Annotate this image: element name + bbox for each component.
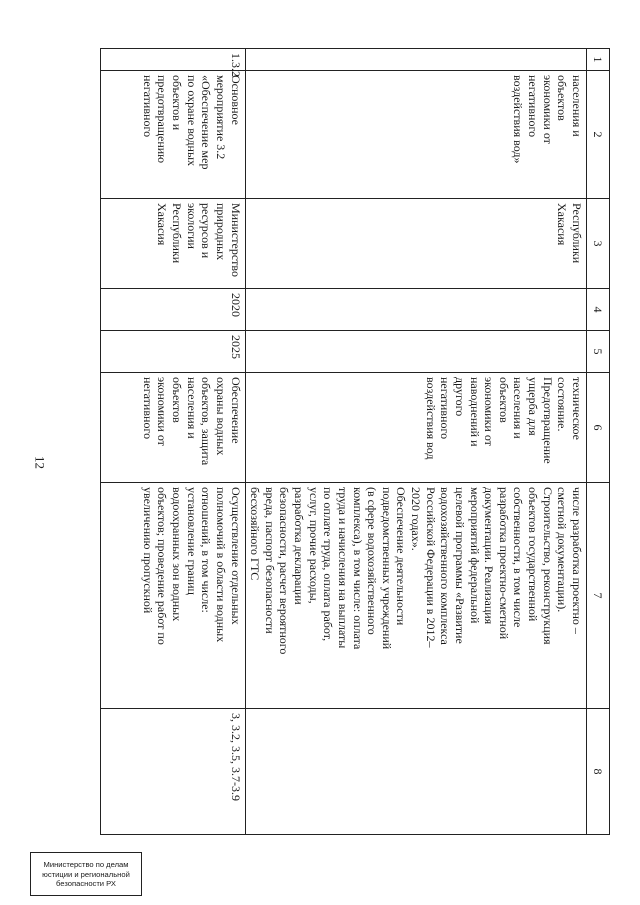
cell-line: состояние. <box>555 377 570 432</box>
cell-line: разработка декларации <box>292 487 307 605</box>
cell-line: водоохранных зон водных <box>170 487 185 622</box>
cell-line: экономики от <box>540 75 555 144</box>
cell-line: объектов <box>555 75 570 121</box>
table-cell-col8: 3, 3.2, 3.5, 3.7-3.9 <box>101 709 246 835</box>
cell-line: экономики от <box>482 377 497 446</box>
cell-line: по охране водных <box>184 75 199 167</box>
column-header: 7 <box>587 483 610 709</box>
cell-line: экономики от <box>155 377 170 446</box>
cell-line: труда и начисления на выплаты <box>336 487 350 649</box>
cell-line: экологии <box>184 203 199 249</box>
cell-line: по оплате труда, оплата работ, <box>321 487 336 642</box>
cell-line: природных <box>214 203 228 261</box>
column-header: 3 <box>587 199 610 289</box>
cell-line: охраны водных <box>214 377 228 456</box>
table-container <box>100 48 610 834</box>
cell-line: полномочий в области водных <box>214 487 228 643</box>
table-cell-col1 <box>245 49 586 71</box>
cell-line: бесхозяйного ГТС <box>248 487 263 581</box>
registration-stamp <box>30 852 142 896</box>
cell-line: увеличению пропускной <box>140 487 155 614</box>
cell-line: установление границ <box>184 487 199 595</box>
table-cell-col3 <box>245 199 586 289</box>
cell-line: населения и <box>184 377 199 439</box>
cell-line: услуг, прочие расходы, <box>306 487 321 604</box>
cell-line: Республики <box>170 203 185 264</box>
cell-line: водохозяйственного комплекса <box>438 487 453 645</box>
cell-line: негативного <box>140 75 155 138</box>
cell-line: Обеспечение деятельности <box>394 487 409 626</box>
cell-line: 2020 годах». <box>409 487 424 551</box>
cell-line: Строительство, реконструкция <box>540 487 555 645</box>
cell-line: Осуществление отдельных <box>228 487 243 625</box>
cell-line: (в сфере водохозяйственного <box>365 487 380 635</box>
cell-line: Хакасия <box>555 203 570 246</box>
cell-line: населения и <box>570 75 584 137</box>
header-row <box>587 49 610 835</box>
cell-line: воздействия вод» <box>511 75 526 164</box>
cell-line: Республики <box>570 203 584 264</box>
cell-line: Обеспечение <box>228 377 243 444</box>
cell-line: ущерба для <box>526 377 541 436</box>
table-cell-col3 <box>101 199 246 289</box>
cell-line: Хакасия <box>155 203 170 246</box>
cell-line: предотвращению <box>155 75 170 164</box>
cell-line: воздействия вод <box>423 377 438 460</box>
table-cell-col8 <box>245 709 586 835</box>
cell-line: объектов; проведение работ по <box>155 487 170 645</box>
table-cell-col6 <box>245 373 586 483</box>
cell-line: Российской Федерации в 2012– <box>423 487 438 648</box>
table-cell-col2 <box>245 71 586 199</box>
cell-line: безопасности, расчет вероятного <box>277 487 292 655</box>
cell-line: наводнений и <box>467 377 482 447</box>
cell-line: негативного <box>526 75 541 138</box>
cell-line: Министерство <box>228 203 243 277</box>
column-header: 4 <box>587 289 610 331</box>
rotated-table-frame <box>100 48 610 834</box>
cell-line: Предотвращение <box>540 377 555 464</box>
table-row <box>101 49 246 835</box>
measures-table <box>100 48 610 835</box>
cell-line: объектов государственной <box>526 487 541 622</box>
cell-line: Основное <box>228 75 243 125</box>
cell-line: вреда, паспорт безопасности <box>262 487 277 634</box>
cell-line: числе разработка проектно – <box>570 487 584 634</box>
table-cell-col5: 2025 <box>101 331 246 373</box>
stamp-line: Министерство по делам <box>43 860 129 870</box>
stamp-line: юстиции и региональной <box>42 869 130 879</box>
cell-line: комплекса), в том числе: оплата <box>350 487 365 650</box>
column-header: 5 <box>587 331 610 373</box>
table-cell-col6 <box>101 373 246 483</box>
cell-line: подведомственных учреждений <box>379 487 394 650</box>
cell-line: отношений, в том числе: <box>199 487 214 613</box>
cell-line: объектов <box>496 377 511 423</box>
cell-line: разработка проектно-сметной <box>496 487 511 640</box>
stamp-line: безопасности РХ <box>56 879 116 889</box>
cell-line: мероприятие 3.2 <box>214 75 228 160</box>
table-cell-col7 <box>245 483 586 709</box>
table-row <box>245 49 586 835</box>
column-header: 1 <box>587 49 610 71</box>
cell-line: другого <box>453 377 467 417</box>
table-cell-col2 <box>101 71 246 199</box>
cell-line: негативного <box>438 377 453 440</box>
column-header: 6 <box>587 373 610 483</box>
cell-line: негативного <box>140 377 155 440</box>
table-cell-col5 <box>245 331 586 373</box>
table-cell-col1: 1.3.2 <box>101 49 246 71</box>
cell-line: населения и <box>511 377 526 439</box>
cell-line: документации. Реализация <box>482 487 497 625</box>
cell-line: объектов и <box>170 75 185 131</box>
cell-line: собственности, в том числе <box>511 487 526 628</box>
cell-line: целевой программы «Развитие <box>453 487 467 644</box>
page-number: 12 <box>32 456 48 469</box>
cell-line: «Обеспечение мер <box>199 75 214 170</box>
column-header: 8 <box>587 709 610 835</box>
column-header: 2 <box>587 71 610 199</box>
cell-line: сметной документации). <box>555 487 570 613</box>
table-cell-col4 <box>245 289 586 331</box>
cell-line: мероприятий федеральной <box>467 487 482 624</box>
cell-line: объектов <box>170 377 185 423</box>
cell-line: объектов, защита <box>199 377 214 466</box>
table-cell-col7 <box>101 483 246 709</box>
cell-line: ресурсов и <box>199 203 214 259</box>
table-cell-col4: 2020 <box>101 289 246 331</box>
cell-line: техническое <box>570 377 584 440</box>
